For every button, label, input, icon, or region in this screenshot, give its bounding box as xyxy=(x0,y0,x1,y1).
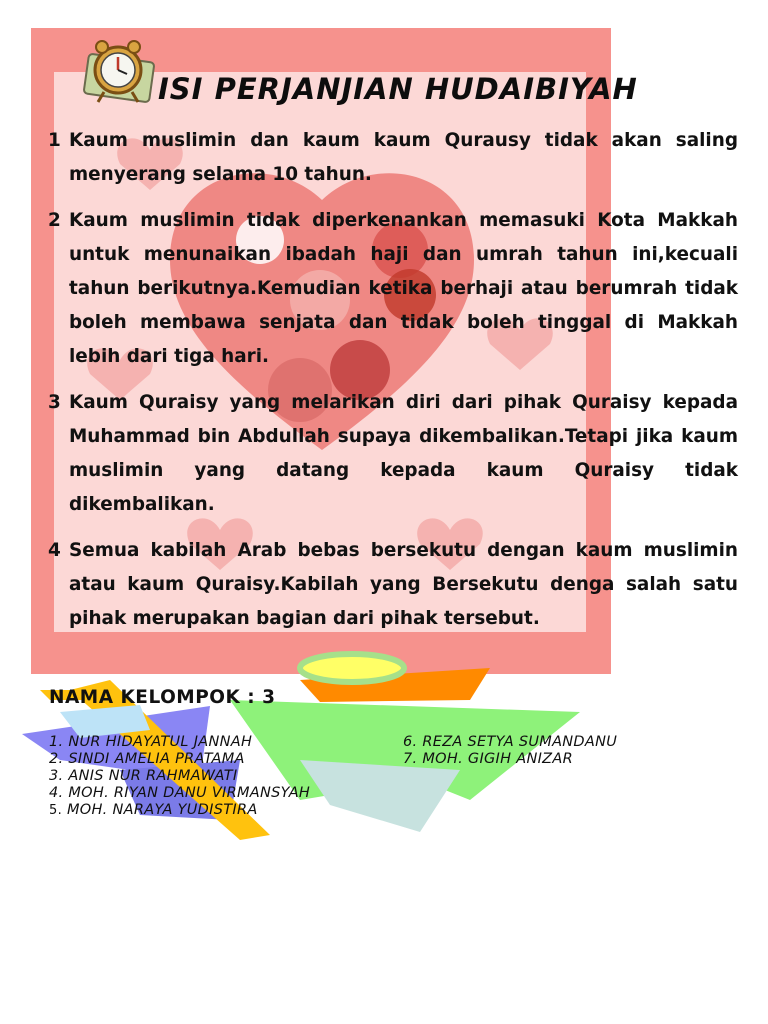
point-number: 2 xyxy=(48,210,61,231)
point-number: 4 xyxy=(48,540,61,561)
member-number: 2. xyxy=(49,751,64,767)
member-number: 3. xyxy=(49,768,64,784)
agreement-point-3 xyxy=(48,386,738,522)
member-item xyxy=(49,802,310,819)
member-name: ANIS NUR RAHMAWATI xyxy=(68,768,238,784)
collage-shape-teal xyxy=(300,760,460,832)
member-item xyxy=(403,734,617,751)
member-list-left xyxy=(49,734,310,819)
member-number: 5. xyxy=(49,803,63,818)
member-item xyxy=(49,751,310,768)
member-name: MOH. GIGIH ANIZAR xyxy=(422,751,574,767)
member-name: SINDI AMELIA PRATAMA xyxy=(68,751,245,767)
member-number: 1. xyxy=(49,734,64,750)
member-item xyxy=(49,768,310,785)
agreement-point-4 xyxy=(48,534,738,636)
point-text: Kaum Quraisy yang melarikan diri dari pihak Quraisy kepada Muhammad bin Abdullah supaya dikembalikan.Tetapi jika kaum muslimin yang datang kepada kaum Quraisy tidak dikembalikan. xyxy=(69,392,738,515)
point-text: Semua kabilah Arab bebas bersekutu dengan kaum muslimin atau kaum Quraisy.Kabilah yang Bersekutu denga salah satu pihak merupakan bagian dari pihak tersebut. xyxy=(69,540,738,629)
member-item xyxy=(49,734,310,751)
member-name: MOH. RIYAN DANU VIRMANSYAH xyxy=(68,785,311,801)
member-item xyxy=(49,785,310,802)
member-number: 4. xyxy=(49,785,64,801)
point-number: 1 xyxy=(48,130,61,151)
point-text: Kaum muslimin dan kaum kaum Qurausy tidak akan saling menyerang selama 10 tahun. xyxy=(69,130,738,185)
point-number: 3 xyxy=(48,392,61,413)
alarm-clock-icon xyxy=(82,36,160,106)
point-text: Kaum muslimin tidak diperkenankan memasuki Kota Makkah untuk menunaikan ibadah haji dan umrah tahun ini,kecuali tahun berikutnya.Kemudian ketika berhaji atau berumrah tidak boleh membawa senjata dan tidak boleh tinggal di Makkah lebih dari tiga hari. xyxy=(69,210,738,367)
member-name: REZA SETYA SUMANDANU xyxy=(422,734,618,750)
member-list-right xyxy=(403,734,617,768)
member-name: NUR HIDAYATUL JANNAH xyxy=(68,734,253,750)
member-item xyxy=(403,751,617,768)
page-title: ISI PERJANJIAN HUDAIBIYAH xyxy=(158,72,638,106)
member-number: 7. xyxy=(403,751,418,767)
agreement-point-1 xyxy=(48,124,738,192)
member-number: 6. xyxy=(403,734,418,750)
agreement-points xyxy=(48,124,738,648)
agreement-point-2 xyxy=(48,204,738,374)
member-name: MOH. NARAYA YUDISTIRA xyxy=(66,802,258,818)
group-title: NAMA KELOMPOK : 3 xyxy=(49,687,276,708)
collage-shape-yellow-oval xyxy=(300,654,404,682)
